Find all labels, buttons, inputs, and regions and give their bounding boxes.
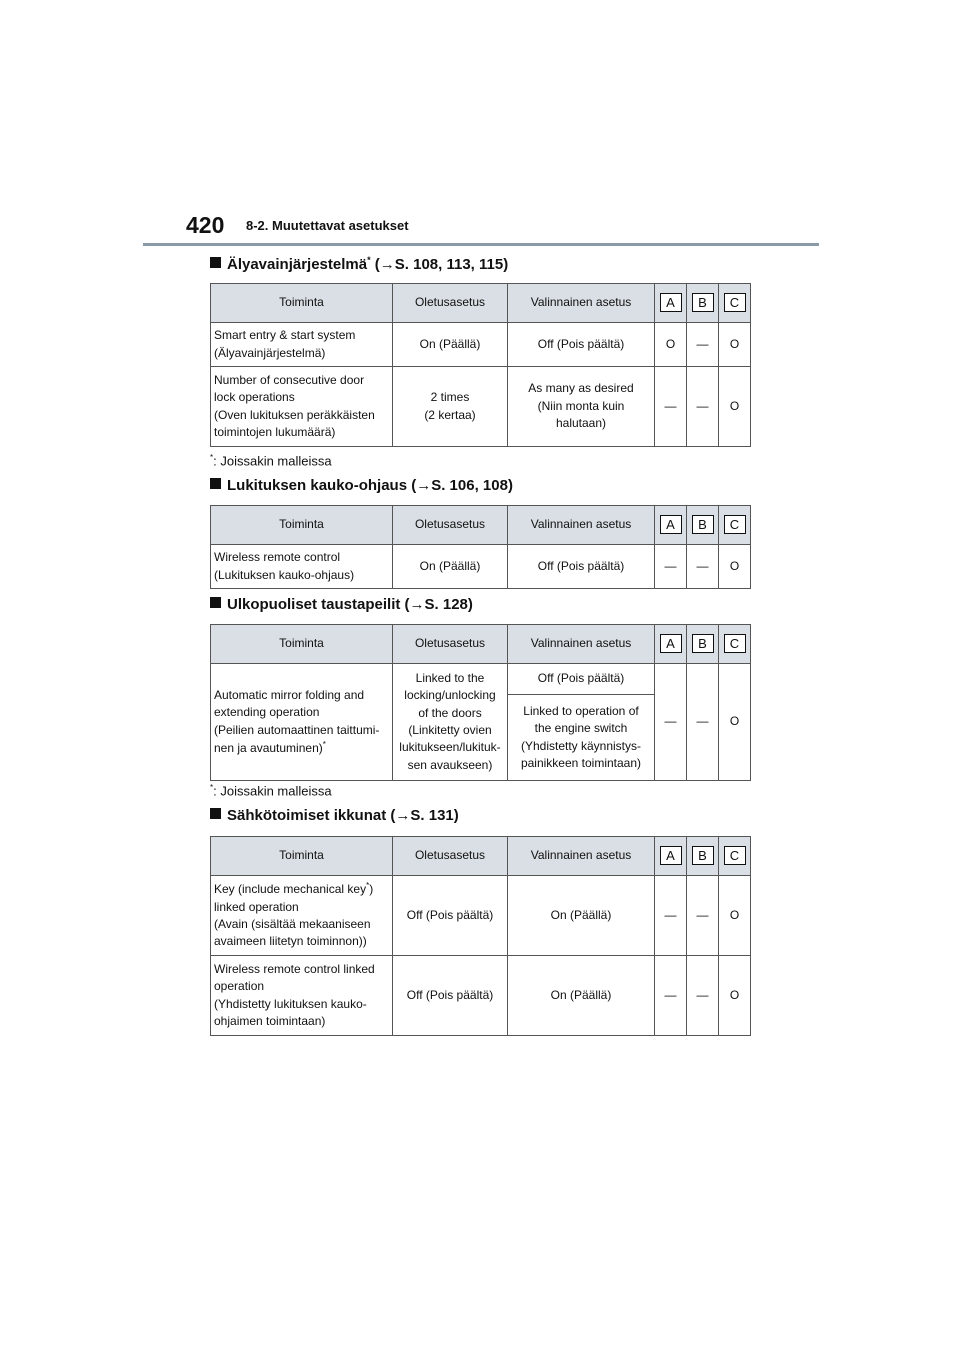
- column-header-custom: Valinnainen asetus: [508, 625, 655, 664]
- function-cell: Number of consecutive door lock operations (Oven lukituksen peräkkäisten toimintojen lukumäärä): [211, 367, 393, 447]
- c-cell: O: [719, 664, 751, 781]
- function-cell: Key (include mechanical key*) linked operation (Avain (sisältää mekaaniseen avaimeen liitetyn toiminnon)): [211, 876, 393, 956]
- default-cell: On (Päällä): [393, 323, 508, 367]
- c-cell: O: [719, 956, 751, 1036]
- b-cell: —: [687, 664, 719, 781]
- a-cell: —: [655, 367, 687, 447]
- table-row: [211, 956, 751, 1036]
- settings-table-power-windows: [210, 836, 751, 1036]
- section-heading-mirrors: Ulkopuoliset taustapeilit (→S. 128): [210, 596, 473, 613]
- b-cell: —: [687, 956, 719, 1036]
- table-header-row: [211, 284, 751, 323]
- a-cell: O: [655, 323, 687, 367]
- custom-cell: As many as desired (Niin monta kuin halutaan): [508, 367, 655, 447]
- square-bullet-icon: [210, 257, 221, 268]
- b-cell: —: [687, 367, 719, 447]
- a-cell: —: [655, 876, 687, 956]
- section-label: 8-2. Muutettavat asetukset: [246, 218, 409, 233]
- column-b-badge: B: [692, 515, 714, 534]
- table-row: [211, 323, 751, 367]
- c-cell: O: [719, 323, 751, 367]
- column-header-custom: Valinnainen asetus: [508, 284, 655, 323]
- column-header-function: Toiminta: [211, 837, 393, 876]
- function-cell: Wireless remote control (Lukituksen kauko-ohjaus): [211, 545, 393, 589]
- c-cell: O: [719, 876, 751, 956]
- default-cell: On (Päällä): [393, 545, 508, 589]
- column-header-default: Oletusasetus: [393, 837, 508, 876]
- settings-table-smart-key: [210, 283, 751, 447]
- column-header-default: Oletusasetus: [393, 284, 508, 323]
- custom-cell-option-2: Linked to operation of the engine switch (Yhdistetty käynnistys- painikkeen toimintaan): [508, 695, 655, 781]
- column-header-custom: Valinnainen asetus: [508, 506, 655, 545]
- custom-cell: Off (Pois päältä): [508, 323, 655, 367]
- custom-cell: On (Päällä): [508, 956, 655, 1036]
- column-b-badge: B: [692, 293, 714, 312]
- column-b-badge: B: [692, 634, 714, 653]
- column-header-function: Toiminta: [211, 506, 393, 545]
- section-heading-power-windows: Sähkötoimiset ikkunat (→S. 131): [210, 807, 459, 824]
- column-header-default: Oletusasetus: [393, 625, 508, 664]
- a-cell: —: [655, 545, 687, 589]
- table-row: [211, 664, 751, 695]
- settings-table-remote-lock: [210, 505, 751, 589]
- b-cell: —: [687, 876, 719, 956]
- settings-table-mirrors: [210, 624, 751, 781]
- function-cell: Automatic mirror folding and extending operation (Peilien automaattinen taittumi- nen ja avautuminen)*: [211, 664, 393, 781]
- table-header-row: [211, 506, 751, 545]
- column-c-badge: C: [724, 634, 746, 653]
- section-heading-remote-lock: Lukituksen kauko-ohjaus (→S. 106, 108): [210, 477, 513, 494]
- column-a-badge: A: [660, 293, 682, 312]
- column-header-custom: Valinnainen asetus: [508, 837, 655, 876]
- default-cell: Off (Pois päältä): [393, 956, 508, 1036]
- column-a-badge: A: [660, 515, 682, 534]
- table-row: [211, 367, 751, 447]
- column-b-badge: B: [692, 846, 714, 865]
- column-a-badge: A: [660, 634, 682, 653]
- page-number: 420: [186, 212, 225, 238]
- section-heading-smart-key: Älyavainjärjestelmä* (→S. 108, 113, 115): [210, 255, 508, 273]
- default-cell: Linked to the locking/unlocking of the doors (Linkitetty ovien lukitukseen/lukituk- sen avaukseen): [393, 664, 508, 781]
- column-header-function: Toiminta: [211, 625, 393, 664]
- c-cell: O: [719, 367, 751, 447]
- function-cell: Smart entry & start system (Älyavainjärjestelmä): [211, 323, 393, 367]
- custom-cell: Off (Pois päältä): [508, 545, 655, 589]
- a-cell: —: [655, 664, 687, 781]
- table-header-row: [211, 837, 751, 876]
- page-header: [0, 0, 960, 250]
- square-bullet-icon: [210, 597, 221, 608]
- table-header-row: [211, 625, 751, 664]
- header-divider: [143, 243, 819, 246]
- footnote: *: Joissakin malleissa: [210, 453, 332, 469]
- column-a-badge: A: [660, 846, 682, 865]
- square-bullet-icon: [210, 478, 221, 489]
- function-cell: Wireless remote control linked operation (Yhdistetty lukituksen kauko- ohjaimen toimintaan): [211, 956, 393, 1036]
- default-cell: 2 times (2 kertaa): [393, 367, 508, 447]
- column-c-badge: C: [724, 515, 746, 534]
- table-row: [211, 545, 751, 589]
- custom-cell-option-1: Off (Pois päältä): [508, 664, 655, 695]
- default-cell: Off (Pois päältä): [393, 876, 508, 956]
- column-c-badge: C: [724, 293, 746, 312]
- a-cell: —: [655, 956, 687, 1036]
- footnote: *: Joissakin malleissa: [210, 783, 332, 799]
- custom-cell: On (Päällä): [508, 876, 655, 956]
- column-header-function: Toiminta: [211, 284, 393, 323]
- b-cell: —: [687, 323, 719, 367]
- b-cell: —: [687, 545, 719, 589]
- column-c-badge: C: [724, 846, 746, 865]
- column-header-default: Oletusasetus: [393, 506, 508, 545]
- c-cell: O: [719, 545, 751, 589]
- square-bullet-icon: [210, 808, 221, 819]
- table-row: [211, 876, 751, 956]
